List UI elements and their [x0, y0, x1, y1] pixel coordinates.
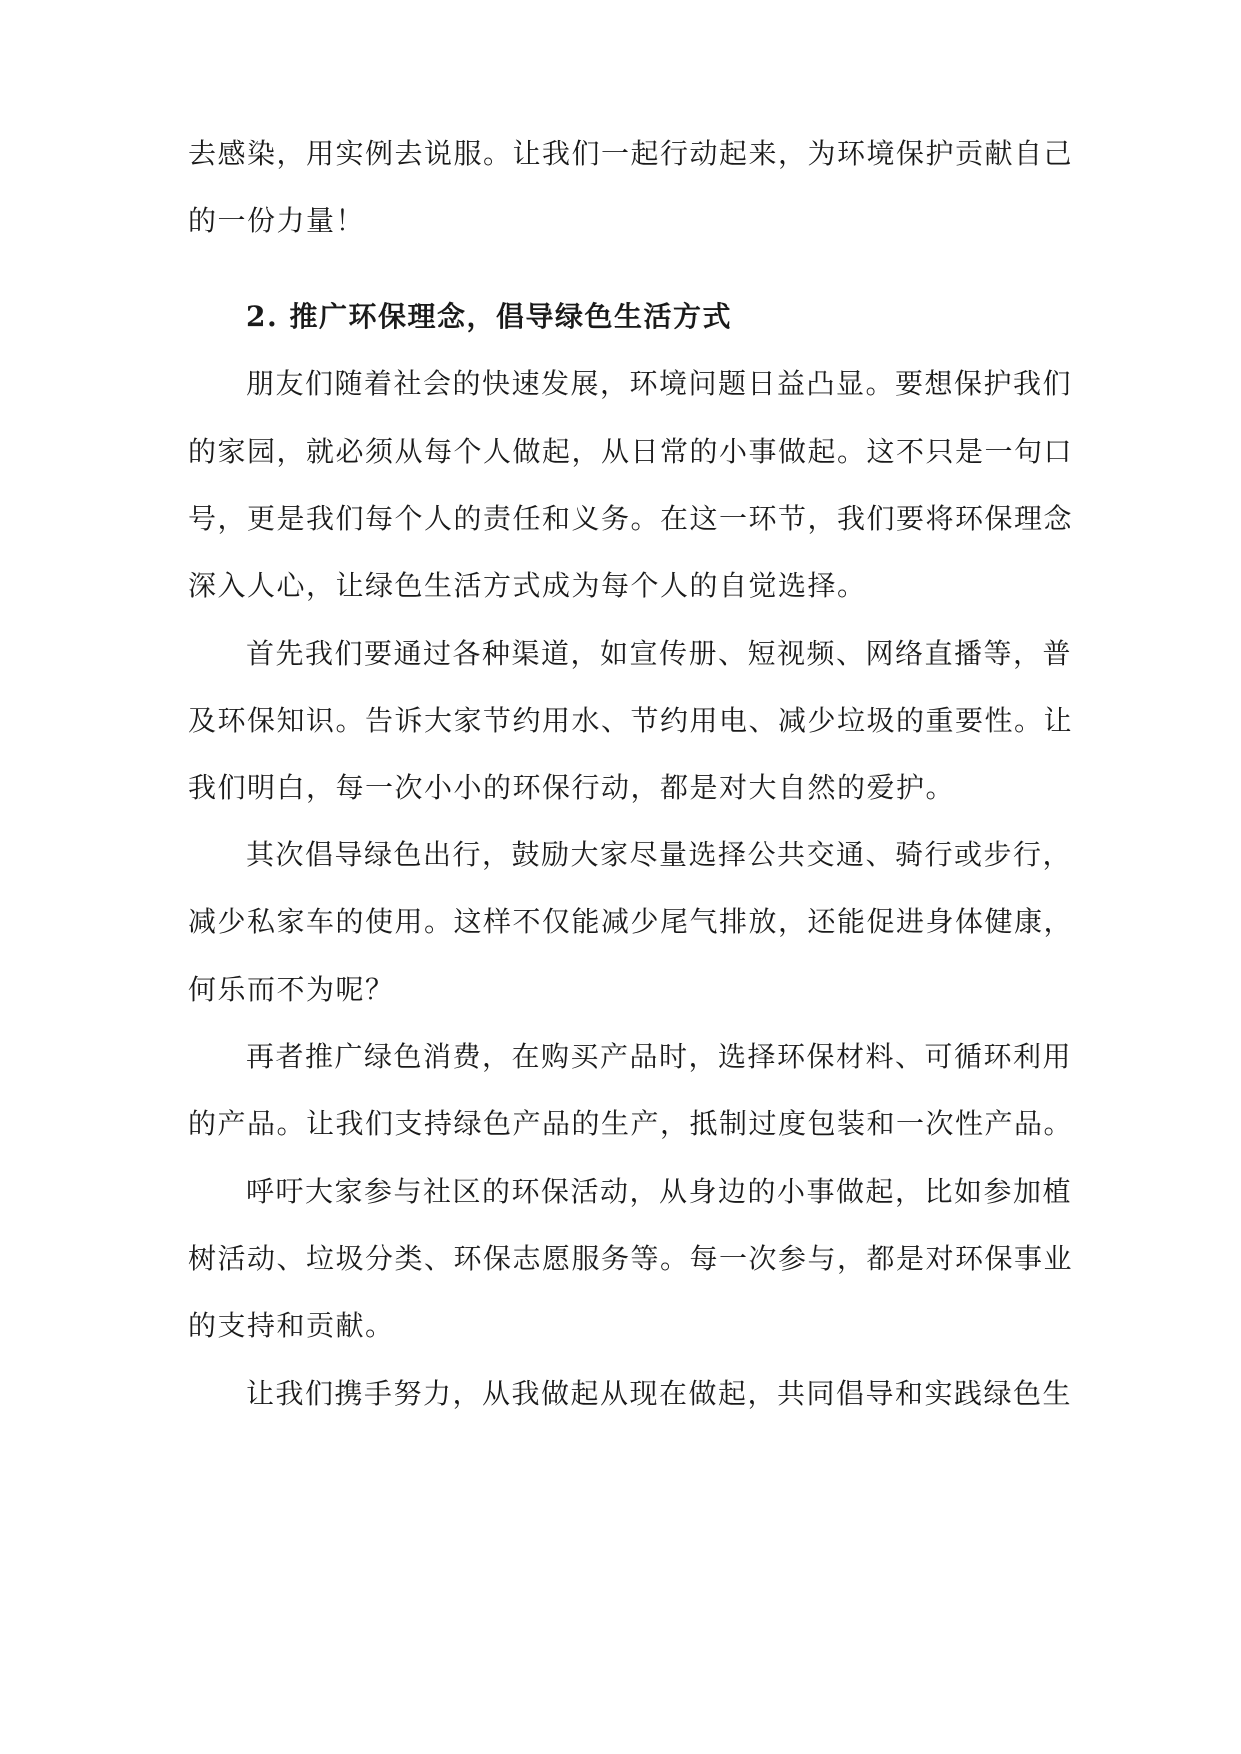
paragraph-5-line-1: 呼吁大家参与社区的环保活动，从身边的小事做起，比如参加植 [246, 1175, 1073, 1208]
paragraph-3-line-1: 其次倡导绿色出行，鼓励大家尽量选择公共交通、骑行或步行， [246, 838, 1073, 871]
paragraph-1-line-2: 的家园，就必须从每个人做起，从日常的小事做起。这不只是一句口 [188, 435, 1074, 468]
paragraph-2-line-2: 及环保知识。告诉大家节约用水、节约用电、减少垃圾的重要性。让 [188, 704, 1074, 737]
paragraph-4-line-1: 再者推广绿色消费，在购买产品时，选择环保材料、可循环利用 [246, 1040, 1073, 1073]
paragraph-1-line-3: 号，更是我们每个人的责任和义务。在这一环节，我们要将环保理念 [188, 502, 1074, 535]
section-heading: 2. 推广环保理念，倡导绿色生活方式 [246, 300, 732, 333]
paragraph-6-line-1: 让我们携手努力，从我做起从现在做起，共同倡导和实践绿色生 [246, 1377, 1073, 1410]
paragraph-2-line-3: 我们明白，每一次小小的环保行动，都是对大自然的爱护。 [188, 771, 956, 804]
intro-line-2: 的一份力量！ [188, 204, 366, 237]
paragraph-3-line-3: 何乐而不为呢？ [188, 973, 395, 1006]
paragraph-4-line-2: 的产品。让我们支持绿色产品的生产，抵制过度包装和一次性产品。 [188, 1107, 1074, 1140]
paragraph-2-line-1: 首先我们要通过各种渠道，如宣传册、短视频、网络直播等，普 [246, 637, 1073, 670]
paragraph-3-line-2: 减少私家车的使用。这样不仅能减少尾气排放，还能促进身体健康， [188, 905, 1074, 938]
paragraph-1-line-1: 朋友们随着社会的快速发展，环境问题日益凸显。要想保护我们 [246, 367, 1073, 400]
intro-line-1: 去感染，用实例去说服。让我们一起行动起来，为环境保护贡献自己 [188, 137, 1074, 170]
paragraph-1-line-4: 深入人心，让绿色生活方式成为每个人的自觉选择。 [188, 569, 867, 602]
paragraph-5-line-3: 的支持和贡献。 [188, 1309, 395, 1342]
paragraph-5-line-2: 树活动、垃圾分类、环保志愿服务等。每一次参与，都是对环保事业 [188, 1242, 1074, 1275]
